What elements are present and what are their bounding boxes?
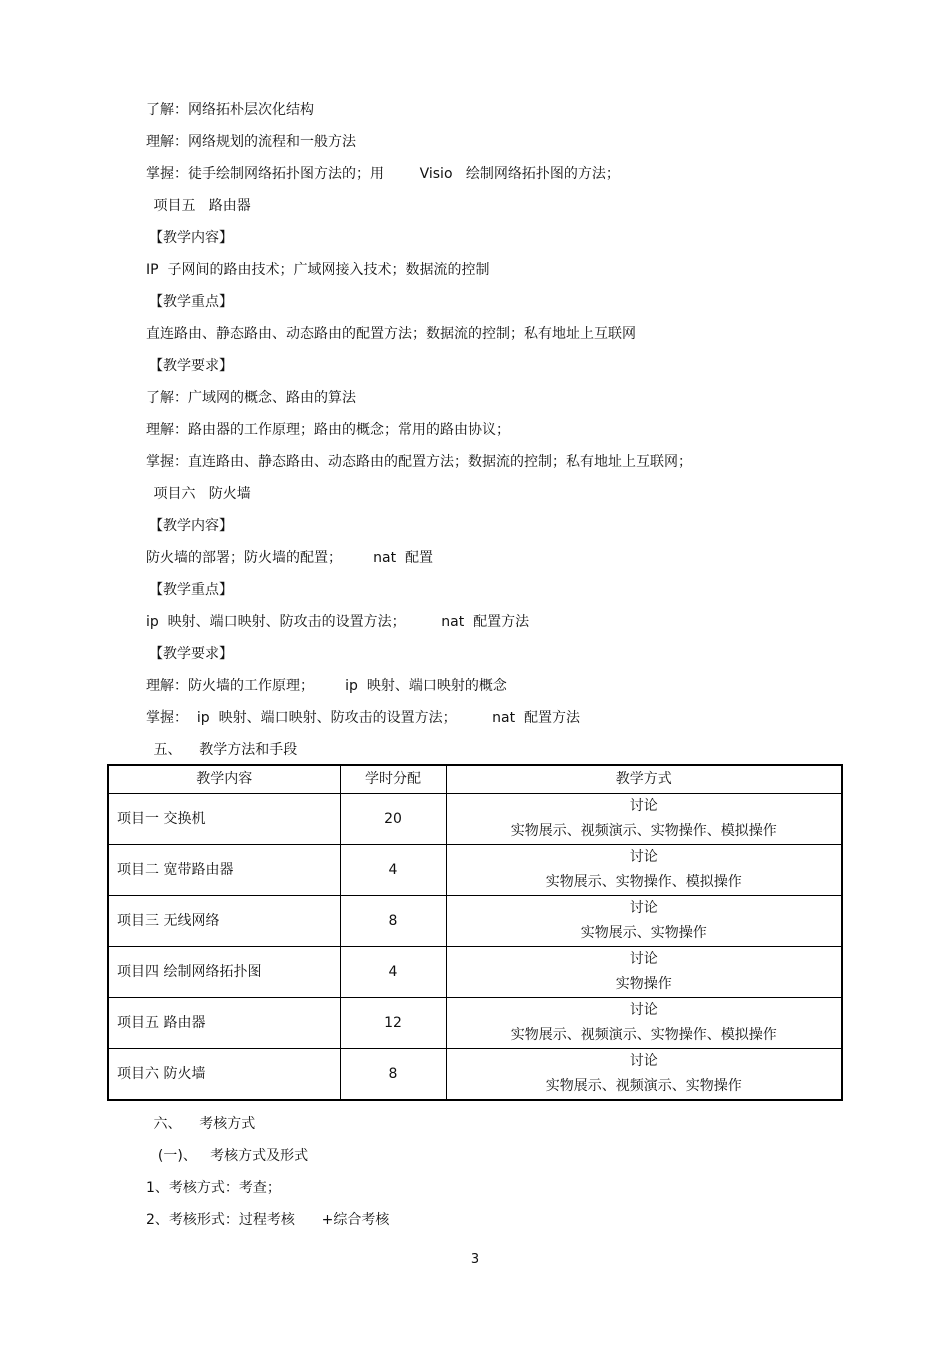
cell-content: 项目六 防火墙 [108,1049,340,1101]
column-header: 教学方式 [446,765,842,794]
method-line: 讨论 [629,798,658,814]
cell-method [446,1049,842,1101]
teaching-plan-table [107,764,843,1101]
text-line: 1、考核方式：考查； [146,1180,281,1196]
method-line: 讨论 [629,1053,658,1069]
method-line: 实物操作 [615,976,672,992]
method-line: 讨论 [629,900,658,916]
text-line: 直连路由、静态路由、动态路由的配置方法；数据流的控制；私有地址上互联网 [146,326,636,342]
method-line: 实物展示、视频演示、实物操作、模拟操作 [510,1027,777,1043]
table-row [108,845,842,896]
text-line: 掌握：徒手绘制网络拓扑图方法的；用 Visio 绘制网络拓扑图的方法； [146,166,620,182]
table-header-row [108,765,842,794]
cell-content: 项目一 交换机 [108,794,340,845]
cell-hours: 4 [340,845,446,896]
subsection-label: 【教学要求】 [149,646,233,662]
cell-hours: 8 [340,1049,446,1101]
method-line: 实物展示、实物操作、模拟操作 [545,874,742,890]
text-line: 理解：防火墙的工作原理； ip 映射、端口映射的概念 [146,678,507,694]
subsection-label: 【教学要求】 [149,358,233,374]
table-row [108,896,842,947]
text-line: 理解：路由器的工作原理；路由的概念；常用的路由协议； [146,422,510,438]
section-heading: 五、 教学方法和手段 [149,742,298,758]
text-line: IP 子网间的路由技术；广域网接入技术；数据流的控制 [146,262,490,278]
subsection-label: 【教学内容】 [149,230,233,246]
cell-method [446,845,842,896]
text-line: 掌握：直连路由、静态路由、动态路由的配置方法；数据流的控制；私有地址上互联网； [146,454,692,470]
cell-content: 项目五 路由器 [108,998,340,1049]
method-line: 实物展示、视频演示、实物操作 [545,1078,742,1094]
subsection-label: 【教学重点】 [149,294,233,310]
cell-method [446,947,842,998]
column-header: 教学内容 [108,765,340,794]
section-heading: 六、 考核方式 [149,1116,256,1132]
text-line: 防火墙的部署；防火墙的配置； nat 配置 [146,550,433,566]
subsection-heading: (一)、 考核方式及形式 [149,1148,309,1164]
cell-method [446,998,842,1049]
section-heading: 项目六 防火墙 [149,486,251,502]
text-line: ip 映射、端口映射、防攻击的设置方法； nat 配置方法 [146,614,530,630]
table-row [108,998,842,1049]
text-line: 掌握： ip 映射、端口映射、防攻击的设置方法； nat 配置方法 [146,710,581,726]
cell-hours: 8 [340,896,446,947]
column-header: 学时分配 [340,765,446,794]
cell-method [446,896,842,947]
method-line: 讨论 [629,951,658,967]
table-row [108,947,842,998]
subsection-label: 【教学内容】 [149,518,233,534]
section-heading: 项目五 路由器 [149,198,251,214]
cell-content: 项目二 宽带路由器 [108,845,340,896]
text-line: 了解：网络拓朴层次化结构 [146,102,314,118]
method-line: 实物展示、视频演示、实物操作、模拟操作 [510,823,777,839]
cell-method [446,794,842,845]
table-row [108,794,842,845]
text-line: 2、考核形式：过程考核 +综合考核 [146,1212,390,1228]
cell-hours: 12 [340,998,446,1049]
cell-content: 项目三 无线网络 [108,896,340,947]
cell-hours: 4 [340,947,446,998]
method-line: 讨论 [629,849,658,865]
text-line: 理解：网络规划的流程和一般方法 [146,134,356,150]
text-line: 了解：广域网的概念、路由的算法 [146,390,356,406]
page-number: 3 [470,1252,480,1267]
cell-content: 项目四 绘制网络拓扑图 [108,947,340,998]
subsection-label: 【教学重点】 [149,582,233,598]
table-row [108,1049,842,1101]
cell-hours: 20 [340,794,446,845]
method-line: 讨论 [629,1002,658,1018]
method-line: 实物展示、实物操作 [580,925,707,941]
